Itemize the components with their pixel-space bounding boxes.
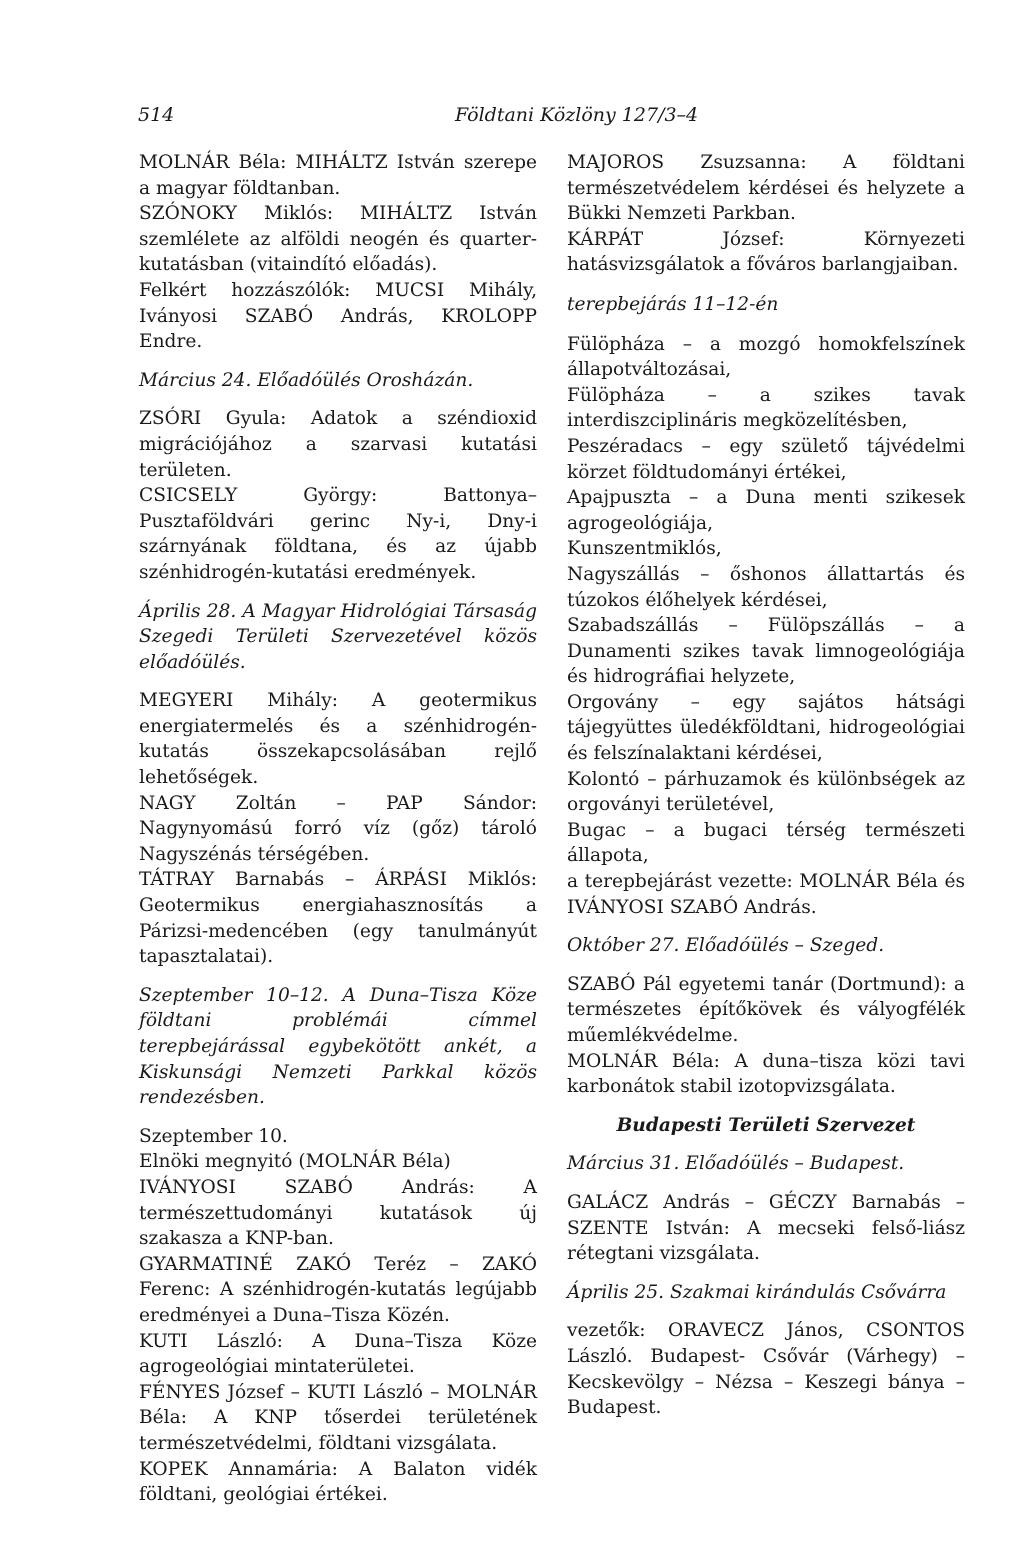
stop-fulophaza-1: Fülöpháza – a mozgó homokfelszínek állapotváltozásai,: [567, 333, 965, 381]
session-heading-april-25: Április 25. Szakmai kirándulás Csővárra: [567, 1281, 947, 1303]
entry-nagy-pap: NAGY Zoltán – PAP Sándor: Nagynyomású forró víz (gőz) tároló Nagyszénás térségében.: [139, 792, 537, 865]
entry-gyarmatine: GYARMATINÉ ZAKÓ Teréz – ZAKÓ Ferenc: A szénhidrogén-kutatás legújabb eredményei a Duna–Tisza Közén.: [139, 1253, 537, 1326]
stop-orgovany: Orgovány – egy sajátos hátsági tájegyüttes üledékföldtani, hidrogeológiai és felszínalaktani kérdései,: [567, 691, 965, 765]
entry-opening-address: Elnöki megnyitó (MOLNÁR Béla): [139, 1151, 451, 1173]
entry-zsori: ZSÓRI Gyula: Adatok a széndioxid migrációjához a szarvasi kutatási területen.: [139, 408, 537, 481]
stop-kunszentmiklos: Kunszentmiklós,: [567, 538, 722, 560]
stop-peszeradacs: Peszéradacs – egy születő tájvédelmi körzet földtudományi értékei,: [567, 435, 965, 483]
session-heading-orosháza: Március 24. Előadóülés Orosházán.: [139, 369, 474, 391]
right-column: [567, 150, 965, 1421]
entry-invited-commenters: Felkért hozzászólók: MUCSI Mihály, Iványosi SZABÓ András, KROLOPP Endre.: [139, 279, 537, 353]
excursion-route: vezetők: ORAVECZ János, CSONTOS László. Budapest- Csővár (Várhegy) – Kecskevölgy – Nézsa – Keszegi bánya – Budapest.: [567, 1320, 965, 1419]
entry-kuti: KUTI László: A Duna–Tisza Köze agrogeológiai mintaterületei.: [139, 1330, 537, 1378]
session-heading-march-31: Március 31. Előadóülés – Budapest.: [567, 1153, 905, 1175]
entry-fenyes: FÉNYES József – KUTI László – MOLNÁR Béla: A KNP tőserdei területének természetvédelmi, földtani vizsgálata.: [139, 1381, 537, 1454]
journal-title: Földtani Közlöny 127/3–4: [455, 104, 699, 126]
stop-fulophaza-2: Fülöpháza – a szikes tavak interdiszciplináris megközelítésben,: [567, 384, 965, 432]
page-number: 514: [138, 104, 175, 126]
left-column: [139, 150, 537, 1508]
entry-szonoky: SZÓNOKY Miklós: MIHÁLTZ István szemlélete az alföldi neogén és quarter-kutatásban (vitaindító előadás).: [139, 203, 537, 276]
stop-kolonto: Kolontó – párhuzamok és különbségek az orgoványi területével,: [567, 768, 965, 816]
section-heading-budapest: Budapesti Területi Szervezet: [616, 1114, 916, 1136]
entry-molnar-mihaltz: MOLNÁR Béla: MIHÁLTZ István szerepe a magyar földtanban.: [139, 152, 537, 199]
entry-megyeri: MEGYERI Mihály: A geotermikus energiatermelés és a szénhidrogén-kutatás összekapcsolásában rejlő lehetőségek.: [139, 690, 537, 789]
stop-szabadszallas: Szabadszállás – Fülöpszállás – a Dunamenti szikes tavak limnogeológiája és hidrográfiai helyzete,: [567, 615, 965, 688]
stop-apajpuszta: Apajpuszta – a Duna menti szikesek agrogeológiája,: [567, 487, 965, 534]
entry-majoros: MAJOROS Zsuzsanna: A földtani természetvédelem kérdései és helyzete a Bükki Nemzeti Parkban.: [567, 152, 965, 225]
entry-csicsely: CSICSELY György: Battonya–Pusztaföldvári gerinc Ny-i, Dny-i szárnyának földtana, és az újabb szénhidrogén-kutatási eredmények.: [139, 485, 537, 583]
entry-szabo: SZABÓ Pál egyetemi tanár (Dortmund): a természetes építőkövek és vályogfélék műemlékvédelme.: [567, 973, 965, 1046]
session-heading-october-27: Október 27. Előadóülés – Szeged.: [567, 935, 885, 957]
field-trip-leaders: a terepbejárást vezette: MOLNÁR Béla és IVÁNYOSI SZABÓ András.: [567, 871, 965, 918]
field-trip-heading: terepbejárás 11–12-én: [567, 293, 779, 315]
stop-nagyszallas: Nagyszállás – őshonos állattartás és túzokos élőhelyek kérdései,: [567, 563, 965, 611]
entry-kopek: KOPEK Annamária: A Balaton vidék földtani, geológiai értékei.: [139, 1458, 537, 1506]
entry-karpat: KÁRPÁT József: Környezeti hatásvizsgálatok a főváros barlangjaiban.: [567, 228, 965, 276]
entry-ivanyosi: IVÁNYOSI SZABÓ András: A természettudományi kutatások új szakasza a KNP-ban.: [139, 1176, 537, 1250]
entry-tatray-arpasi: TÁTRAY Barnabás – ÁRPÁSI Miklós: Geotermikus energiahasznosítás a Párizsi-medencében (egy tanulmányút tapasztalatai).: [139, 869, 537, 968]
entry-galacz: GALÁCZ András – GÉCZY Barnabás – SZENTE István: A mecseki felső-liász rétegtani vizsgálata.: [567, 1191, 965, 1265]
session-heading-april-28: Április 28. A Magyar Hidrológiai Társaság Szegedi Területi Szervezetével közös előadóülés.: [139, 600, 537, 673]
entry-molnar-isotope: MOLNÁR Béla: A duna–tisza közi tavi karbonátok stabil izotopvizsgálata.: [567, 1050, 965, 1098]
date-september-10: Szeptember 10.: [139, 1125, 288, 1147]
session-heading-september: Szeptember 10–12. A Duna–Tisza Köze földtani problémái címmel terepbejárással egybekötött ankét, a Kiskunsági Nemzeti Parkkal közös rendezésben.: [139, 984, 537, 1109]
stop-bugac: Bugac – a bugaci térség természeti állapota,: [567, 819, 965, 867]
